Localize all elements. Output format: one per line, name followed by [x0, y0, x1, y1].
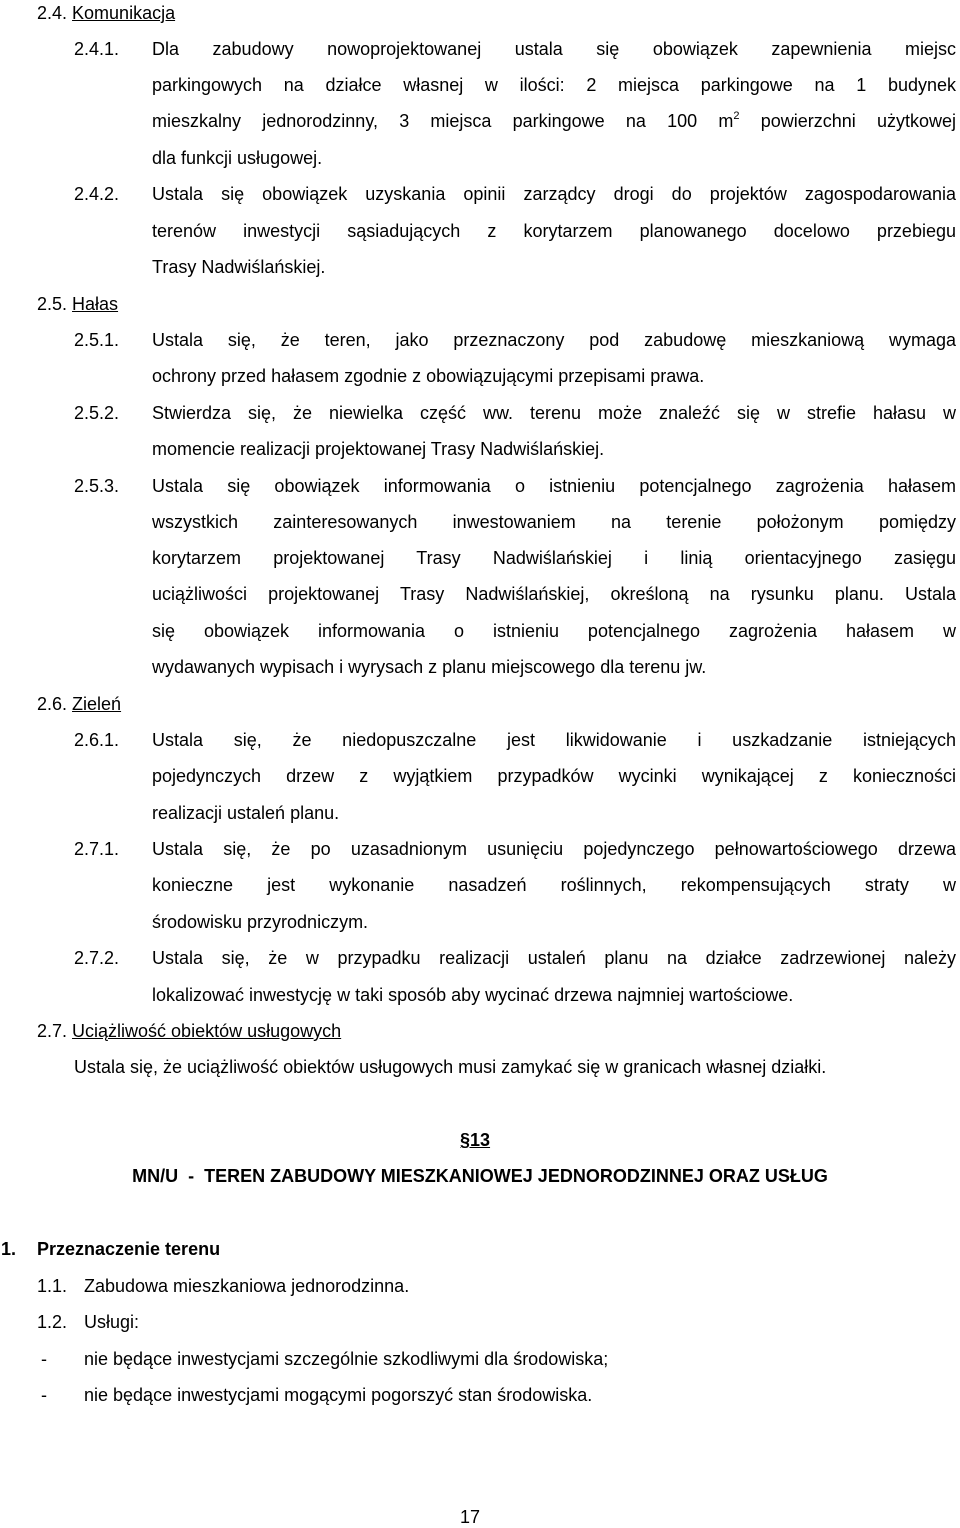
point-number: 1. — [1, 1239, 17, 1259]
paragraph-line: parkingowych na działce własnej w ilości: 2 miejsca parkingowe na 1 budynek — [152, 75, 956, 95]
section-heading-2-7 — [37, 1020, 341, 1042]
paragraph-line: ochrony przed hałasem zgodnie z obowiązującymi przepisami prawa. — [152, 366, 705, 386]
paragraph-line: dla funkcji usługowej. — [152, 148, 323, 168]
paragraph-line: Dla zabudowy nowoprojektowanej ustala się obowiązek zapewnienia miejsc — [152, 39, 956, 59]
subpoint-number: 1.2. — [37, 1312, 68, 1332]
paragraph-line: środowisku przyrodniczym. — [152, 912, 369, 932]
paragraph-line: wszystkich zainteresowanych inwestowaniem na terenie położonym pomiędzy — [152, 512, 956, 532]
paragraph-line: realizacji ustaleń planu. — [152, 803, 340, 823]
paragraph-line: Trasy Nadwiślańskiej. — [152, 257, 326, 277]
paragraph-line: momencie realizacji projektowanej Trasy Nadwiślańskiej. — [152, 439, 605, 459]
item-number: 2.6.1. — [74, 730, 120, 750]
paragraph-line: Stwierdza się, że niewielka część ww. terenu może znaleźć się w strefie hałasu w — [152, 403, 956, 423]
paragraph-sign-text: §13 — [460, 1130, 491, 1150]
paragraph-line: wydawanych wypisach i wyrysach z planu miejscowego dla terenu jw. — [152, 657, 707, 677]
item-number: 2.4.2. — [74, 184, 120, 204]
section-number: 2.6. — [37, 694, 73, 714]
text-span: mieszkalny jednorodzinny, 3 miejsca parkingowe na 100 m — [152, 111, 734, 131]
superscript: 2 — [733, 110, 740, 122]
paragraph-line: Ustala się obowiązek uzyskania opinii zarządcy drogi do projektów zagospodarowania — [152, 184, 956, 204]
paragraph-line: Ustala się, że teren, jako przeznaczony pod zabudowę mieszkaniową wymaga — [152, 330, 956, 350]
section-title: Hałas — [72, 294, 119, 314]
subpoint-number: 1.1. — [37, 1276, 68, 1296]
subpoint-text: Zabudowa mieszkaniowa jednorodzinna. — [84, 1276, 410, 1296]
section-number: 2.5. — [37, 294, 73, 314]
paragraph-line: Ustala się obowiązek informowania o istnieniu potencjalnego zagrożenia hałasem — [152, 476, 956, 496]
section-title: Uciążliwość obiektów usługowych — [72, 1021, 342, 1041]
paragraph-line: Ustala się, że w przypadku realizacji ustaleń planu na działce zadrzewionej należy — [152, 948, 956, 968]
subpoint-text: Usługi: — [84, 1312, 140, 1332]
paragraph-line: Ustala się, że po uzasadnionym usunięciu pojedynczego pełnowartościowego drzewa — [152, 839, 956, 859]
section-heading-2-4 — [37, 2, 175, 24]
paragraph-line — [152, 110, 956, 132]
text-span: powierzchni użytkowej — [739, 111, 956, 131]
item-number: 2.5.2. — [74, 403, 120, 423]
bullet-dash: - — [41, 1385, 47, 1405]
bullet-dash: - — [41, 1349, 47, 1369]
paragraph-line: pojedynczych drzew z wyjątkiem przypadków wycinki wynikającej z konieczności — [152, 766, 956, 786]
paragraph-line: konieczne jest wykonanie nasadzeń roślinnych, rekompensujących straty w — [152, 875, 956, 895]
paragraph-line: korytarzem projektowanej Trasy Nadwiślańskiej i linią orientacyjnego zasięgu — [152, 548, 956, 568]
paragraph-line: Ustala się, że niedopuszczalne jest likwidowanie i uszkadzanie istniejących — [152, 730, 956, 750]
paragraph-line: lokalizować inwestycję w taki sposób aby wycinać drzewa najmniej wartościowe. — [152, 985, 794, 1005]
item-number: 2.7.2. — [74, 948, 120, 968]
point-heading — [1, 1238, 16, 1260]
paragraph-line: terenów inwestycji sąsiadujących z korytarzem planowanego docelowo przebiegu — [152, 221, 956, 241]
paragraph-line: uciążliwości projektowanej Trasy Nadwiślańskiej, określoną na rysunku planu. Ustala — [152, 584, 956, 604]
item-number: 2.5.3. — [74, 476, 120, 496]
item-number: 2.4.1. — [74, 39, 120, 59]
section-heading-2-5 — [37, 293, 118, 315]
page-number: 17 — [459, 1507, 481, 1527]
section-title: Zieleń — [72, 694, 122, 714]
zone-heading: MN/U - TEREN ZABUDOWY MIESZKANIOWEJ JEDNORODZINNEJ ORAZ USŁUG — [132, 1166, 828, 1186]
item-number: 2.7.1. — [74, 839, 120, 859]
section-heading-2-6 — [37, 693, 121, 715]
bullet-text: nie będące inwestycjami szczególnie szkodliwymi dla środowiska; — [84, 1349, 609, 1369]
item-number: 2.5.1. — [74, 330, 120, 350]
section-number: 2.4. — [37, 3, 73, 23]
bullet-text: nie będące inwestycjami mogącymi pogorszyć stan środowiska. — [84, 1385, 593, 1405]
paragraph-line: się obowiązek informowania o istnieniu potencjalnego zagrożenia hałasem w — [152, 621, 956, 641]
section-title: Komunikacja — [72, 3, 176, 23]
paragraph-sign — [460, 1129, 490, 1151]
point-title: Przeznaczenie terenu — [37, 1239, 221, 1259]
paragraph-line: Ustala się, że uciążliwość obiektów usługowych musi zamykać się w granicach własnej działki. — [74, 1057, 827, 1077]
section-number: 2.7. — [37, 1021, 73, 1041]
